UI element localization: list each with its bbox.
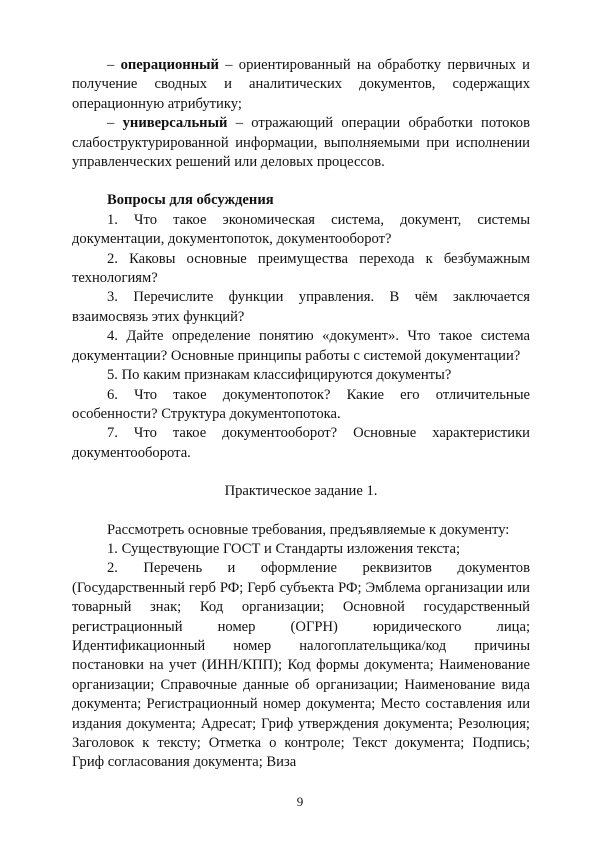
- practical-item: 1. Существующие ГОСТ и Стандарты изложения текста;: [107, 540, 461, 557]
- question-item: 3. Перечислите функции управления. В чём заключается взаимосвязь этих функций?: [72, 289, 530, 325]
- question-item: 6. Что такое документопоток? Какие его отличительные особенности? Структура документопотока.: [72, 386, 530, 422]
- term-operational: операционный: [120, 57, 219, 73]
- intro-item-text: – отражающий операции обработки потоков слабоструктурированной информации, выполняемыми при исполнении управленческих решений или деловых процессов.: [72, 115, 530, 171]
- question-item: 1. Что такое экономическая система, документ, системы документации, документопоток, документооборот?: [72, 211, 530, 248]
- questions-heading: Вопросы для обсуждения: [107, 192, 274, 209]
- practical-item: 2. Перечень и оформление реквизитов документов (Государственный герб РФ; Герб субъекта РФ; Эмблема организации или товарный знак; Код организации; Основной государственный регистрационный номер (ОГРН) юридического лица; Идентификационный номер налогоплательщика/код причины постановки на учет (ИНН/КПП); Код формы документа; Наименование организации; Справочные данные об организации; Наименование вида документа; Регистрационный номер документа; Место составления или издания документа; Адресат; Гриф утверждения документа; Резолюция; Заголовок к тексту; Отметка о контроле; Текст документа; Подпись; Гриф согласования документа; Виза: [72, 560, 530, 771]
- intro-item-text: – ориентированный на обработку первичных и получение сводных и аналитических документов, содержащих операционную атрибутику;: [72, 57, 530, 112]
- practical-intro: Рассмотреть основные требования, предъявляемые к документу:: [107, 521, 510, 538]
- document-page: [72, 56, 530, 773]
- practical-title: Практическое задание 1.: [224, 483, 378, 500]
- question-item: 7. Что такое документооборот? Основные характеристики документооборота.: [72, 425, 530, 461]
- intro-item-universal: – универсальный – отражающий операции обработки потоков слабоструктурированной информации, выполняемыми при исполнении управленческих решений или деловых процессов.: [72, 115, 530, 171]
- page-number: 9: [296, 794, 304, 809]
- question-item: 4. Дайте определение понятию «документ». Что такое система документации? Основные принципы работы с системой документации?: [72, 328, 530, 364]
- question-item: 2. Каковы основные преимущества перехода к безбумажным технологиям?: [72, 250, 530, 287]
- term-universal: универсальный: [122, 115, 228, 132]
- question-item: 5. По каким признакам классифицируются документы?: [107, 367, 452, 384]
- intro-item-operational: – операционный – ориентированный на обработку первичных и получение сводных и аналитических документов, содержащих операционную атрибутику;: [72, 57, 530, 112]
